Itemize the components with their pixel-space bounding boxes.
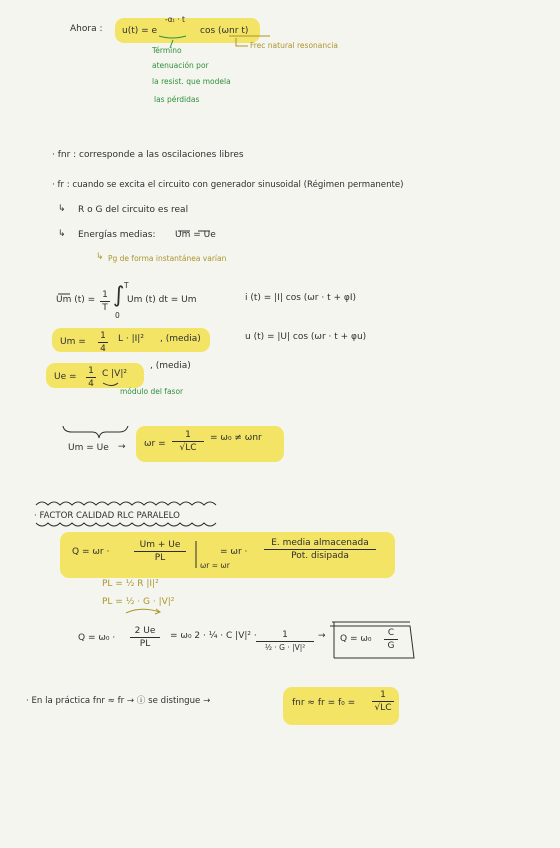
energias-equation: Um = Ue: [175, 230, 216, 240]
ue-frac-den: 4: [88, 379, 94, 389]
term-pointer: [170, 40, 173, 48]
q-final-lhs: Q = ω₀: [340, 634, 372, 644]
wr-rhs: = ω₀ ≠ ωnr: [210, 433, 262, 443]
q-frac-den: PL: [154, 553, 166, 563]
bullet-fr: · fr : cuando se excita el circuito con generador sinusoidal (Régimen permanente): [52, 180, 404, 190]
ut-exponent: -αₜ · t: [165, 15, 185, 24]
um-lhs: Um =: [60, 337, 86, 347]
current-equation: i (t) = |I| cos (ωr · t + φI): [245, 293, 356, 303]
final-equation: fnr ≈ fr = f₀ =: [292, 698, 356, 708]
final-den: √LC: [374, 703, 392, 713]
frac1-den: T: [102, 303, 108, 313]
pg-note: Pg de forma instantánea varían: [108, 254, 227, 263]
energias-label: Energías medias:: [78, 230, 156, 240]
integral-lower: 0: [115, 311, 120, 320]
q2-frac2-num: 1: [282, 630, 288, 640]
um-frac-den: 4: [100, 344, 106, 354]
ut-formula-left: u(t) = e: [122, 26, 158, 36]
um-equals-ue: Um = Ue: [68, 443, 109, 453]
q-frac-num: Um + Ue: [139, 540, 181, 550]
pl-r-equation: PL = ½ R |I|²: [102, 579, 159, 589]
q-final-num: C: [387, 628, 395, 638]
pl-g-equation: PL = ½ · G · |V|²: [102, 597, 175, 607]
um-avg-lhs: Um (t) =: [56, 295, 96, 305]
um-avg-body: Um (t) dt = Um: [127, 295, 197, 305]
heading-wave-top: [36, 502, 216, 505]
q-frac2-num: E. media almacenada: [271, 538, 369, 548]
ue-frac-num: 1: [88, 366, 94, 376]
ue-lhs: Ue =: [54, 372, 77, 382]
frac1-num: 1: [102, 290, 108, 300]
q2-lhs: Q = ω₀ ·: [78, 633, 116, 643]
wr-lhs: ωr =: [144, 439, 166, 449]
en-la-practica: · En la práctica fnr ≈ fr → ⓘ se distingue →: [26, 696, 211, 706]
integral-sign: ∫: [113, 283, 125, 308]
wr-den: √LC: [179, 443, 197, 453]
media-label-1: , (media): [160, 334, 201, 344]
termino-note-1: Término: [152, 46, 182, 55]
termino-note-4: las pérdidas: [154, 95, 200, 104]
bullet-fnr: · fnr : corresponde a las oscilaciones libres: [52, 150, 244, 160]
q2-frac2-den: ½ · G · |V|²: [264, 643, 306, 652]
result-arrow: →: [318, 631, 326, 641]
q-frac2-den: Pot. disipada: [291, 551, 349, 561]
underline-v: [103, 383, 118, 386]
ut-formula-right: cos (ωnr t): [200, 26, 249, 36]
implies-arrow: →: [118, 442, 126, 452]
q2-frac-den: PL: [139, 639, 151, 649]
factor-calidad-heading: · FACTOR CALIDAD RLC PARALELO: [34, 511, 180, 521]
arrow-icon-3: ↳: [96, 252, 104, 262]
um-rhs: L · |I|²: [118, 334, 144, 344]
termino-note-3: la resist. que modela: [152, 77, 231, 86]
q2-frac-num: 2 Ue: [134, 626, 156, 636]
frec-natural-note: Frec natural resonancia: [250, 41, 338, 50]
um-frac-num: 1: [100, 331, 106, 341]
q-lhs: Q = ωr ·: [72, 547, 110, 557]
brace: [63, 426, 128, 438]
rg-real-text: R o G del circuito es real: [78, 205, 189, 215]
q-final-den: G: [387, 641, 395, 651]
q-mid: = ωr ·: [220, 547, 248, 557]
curve-arrow: [126, 609, 160, 613]
wr-num: 1: [185, 430, 191, 440]
final-num: 1: [380, 690, 386, 700]
integral-upper: T: [124, 281, 129, 290]
voltage-equation: u (t) = |U| cos (ωr · t + φu): [245, 332, 367, 342]
media-label-2: , (media): [150, 361, 191, 371]
arrow-icon-1: ↳: [58, 204, 66, 214]
termino-note-2: atenuación por: [152, 61, 209, 70]
ue-rhs: C |V|²: [102, 369, 127, 379]
q2-mid: = ω₀ 2 · ¼ · C |V|² ·: [170, 631, 257, 641]
heading-wave-bottom: [36, 523, 216, 526]
q-subscript: ωr = ωr: [200, 561, 230, 570]
frec-pointer: [236, 38, 248, 46]
arrow-icon-2: ↳: [58, 229, 66, 239]
underline-term: [159, 36, 186, 38]
modulo-fasor-note: módulo del fasor: [120, 387, 184, 396]
q-final-box: [330, 622, 414, 658]
ahora-label: Ahora :: [70, 24, 103, 34]
